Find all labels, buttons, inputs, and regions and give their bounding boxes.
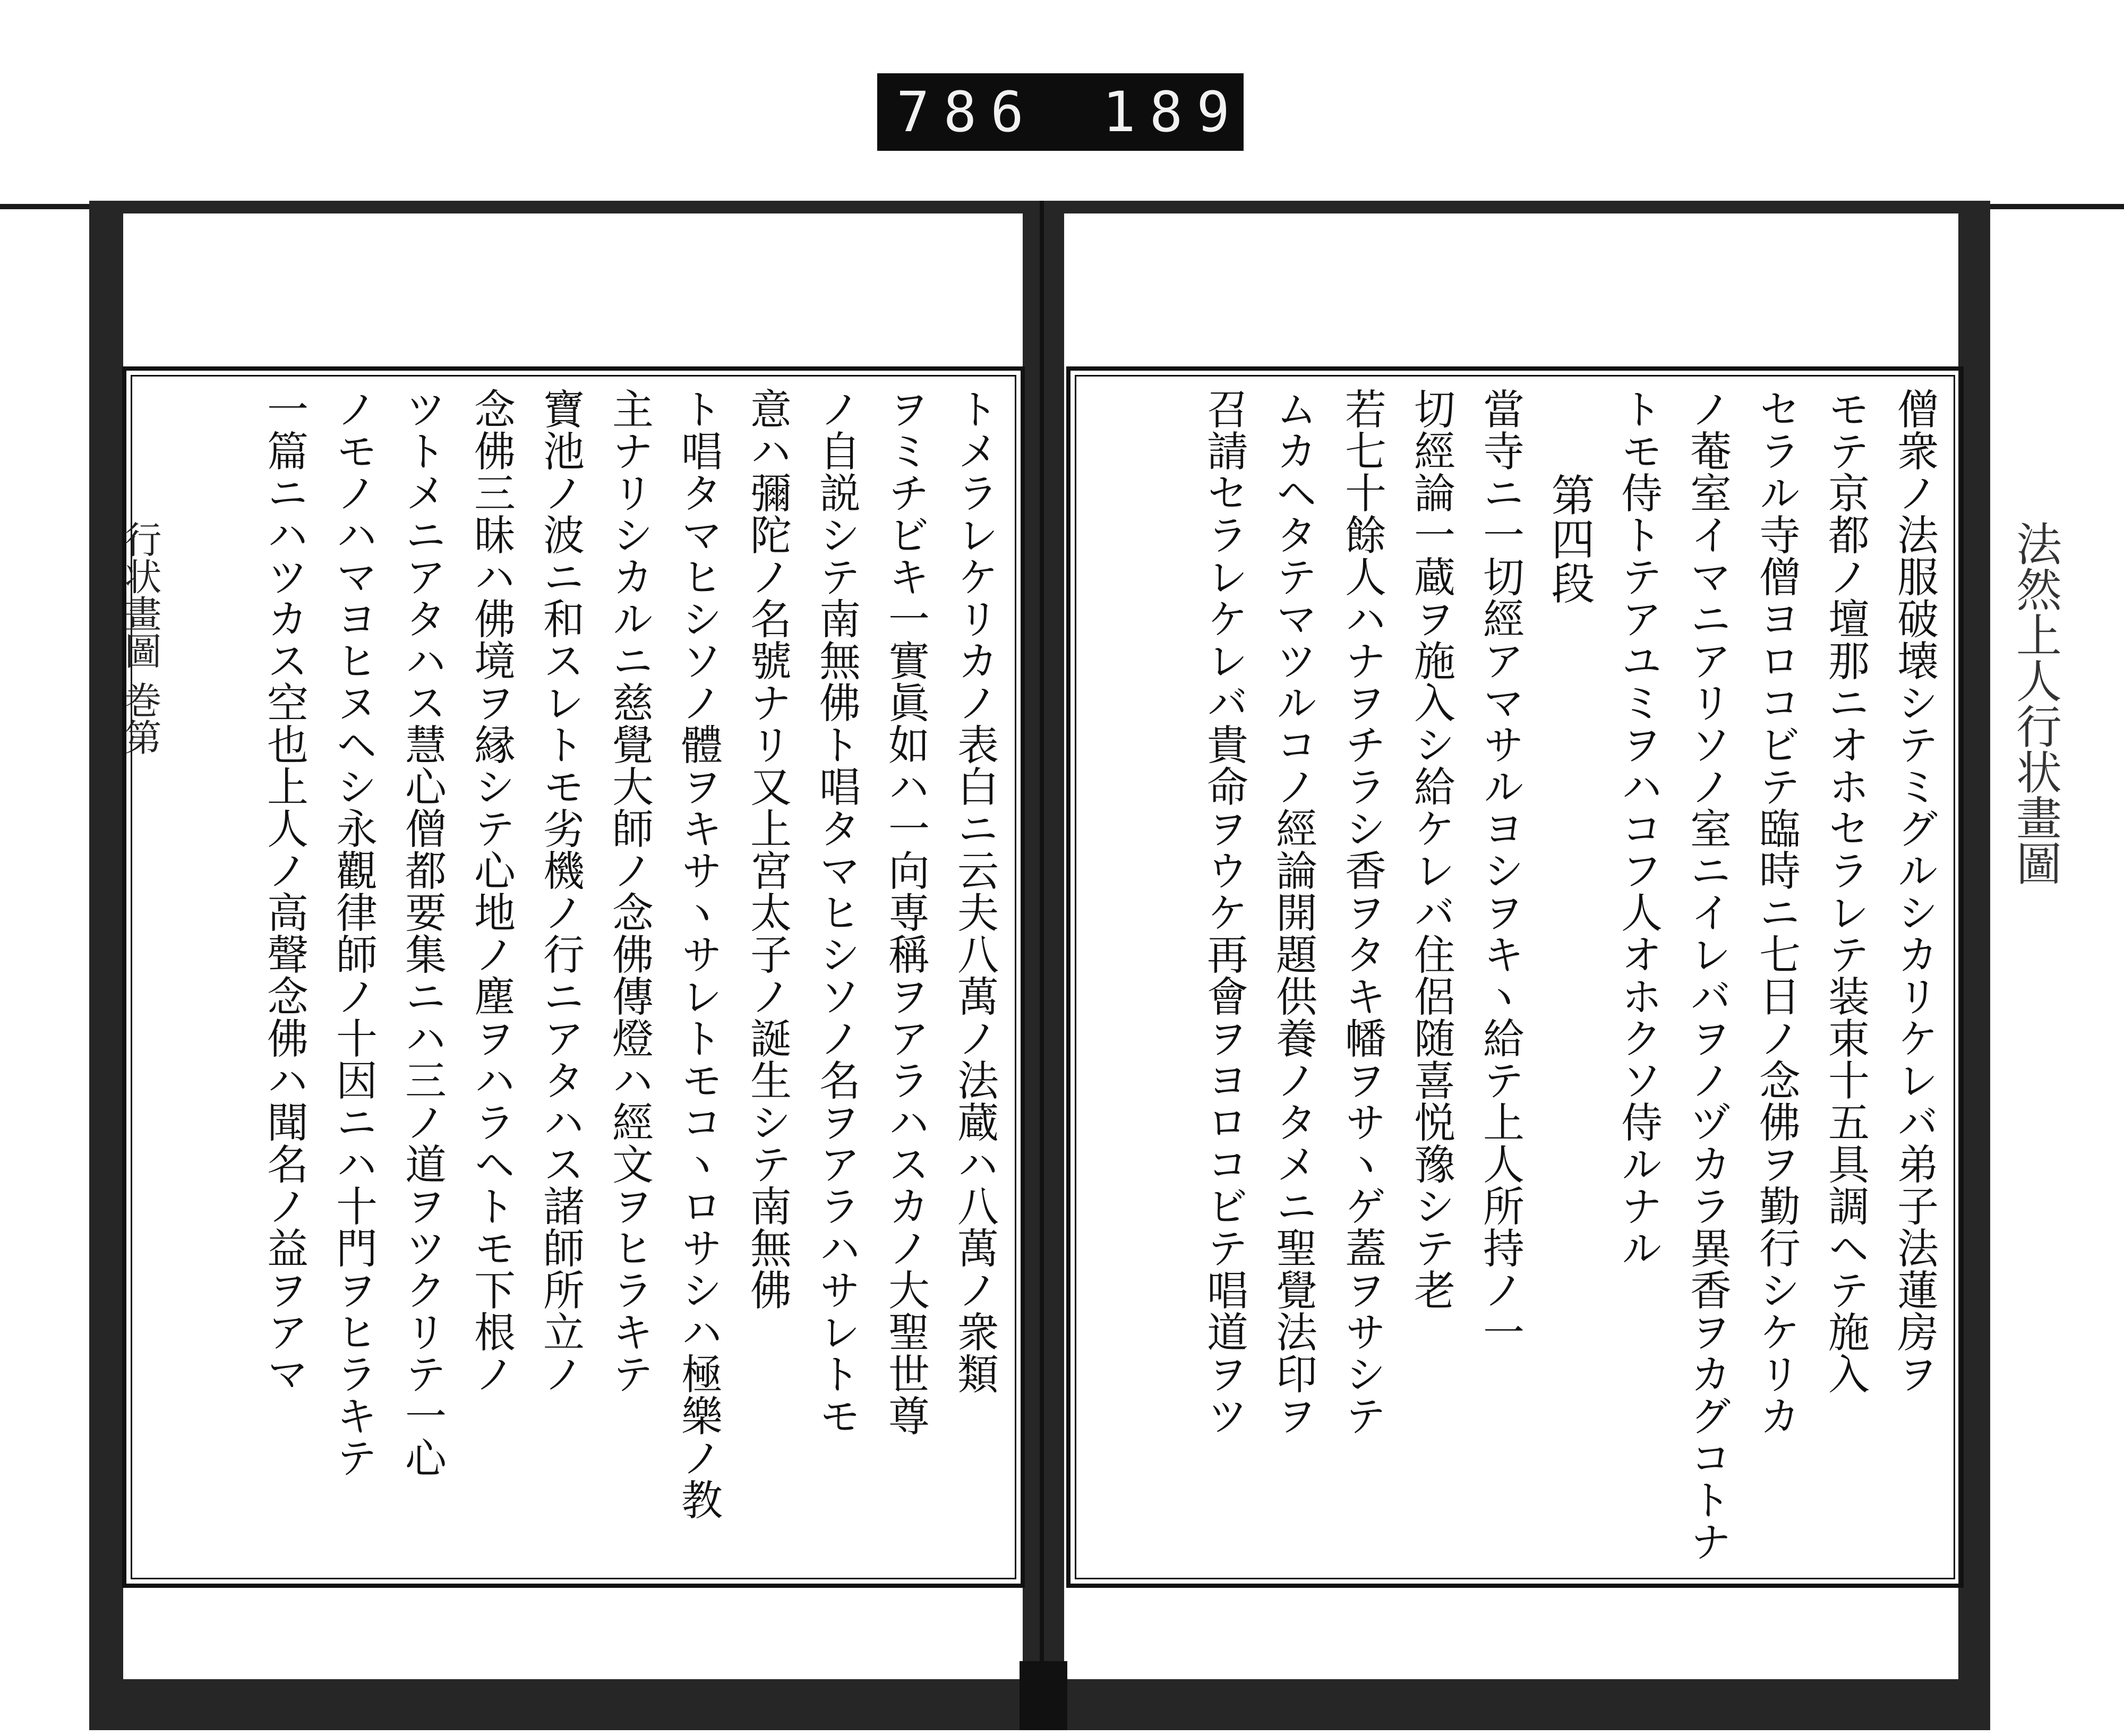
text-line: ノ菴室イマニアリソノ室ニイレバヲノヅカラ異香ヲカグコトナ: [1683, 388, 1731, 1562]
archive-label: [877, 73, 1244, 151]
archive-label-left-number: 786: [896, 80, 1038, 144]
section-heading: 第四段: [1544, 473, 1595, 605]
text-line: ヲミチビキ一實眞如ハ一向専稱ヲアラハスカノ大聖世尊: [881, 388, 929, 1436]
text-line: ツトメニアタハス慧心僧都要集ニハ三ノ道ヲツクリテ一心: [398, 388, 446, 1478]
text-line: 僧衆ノ法服破壊シテミグルシカリケレバ弟子法蓮房ヲ: [1890, 388, 1938, 1395]
text-line: 一篇ニハツカス空也上人ノ高聲念佛ハ聞名ノ益ヲアマ: [260, 388, 308, 1395]
right-page-text: [1089, 388, 1949, 1567]
text-line: 當寺ニ一切經アマサルヨシヲキヽ給テ上人所持ノ一: [1476, 388, 1524, 1353]
text-line: 寶池ノ波ニ和スレトモ劣機ノ行ニアタハス諸師所立ノ: [536, 388, 584, 1395]
text-line: トメラレケリカノ表白ニ云夫八萬ノ法蔵ハ八萬ノ衆類: [950, 388, 998, 1395]
text-line: ムカヘタテマツルコノ經論開題供養ノタメニ聖覺法印ヲ: [1269, 388, 1317, 1436]
text-line: トモ侍トテアユミヲハコフ人オホクソ侍ルナル: [1614, 388, 1662, 1269]
left-margin-header: 行状畫圖 巻第: [118, 520, 162, 756]
archive-label-right-number: 189: [1102, 80, 1244, 144]
right-margin-header: 法然上人行状畫圖: [2008, 520, 2061, 886]
text-line: 召請セラレケレバ貴命ヲウケ再會ヲヨロコビテ唱道ヲツ: [1200, 388, 1248, 1436]
text-line: 切經論一蔵ヲ施入シ給ケレバ住侶随喜悦豫シテ老: [1407, 388, 1455, 1311]
text-line: 若七十餘人ハナヲチラシ香ヲタキ幡ヲサヽゲ蓋ヲサシテ: [1338, 388, 1386, 1436]
text-line: 念佛三昧ハ佛境ヲ縁シテ心地ノ塵ヲハラヘトモ下根ノ: [467, 388, 515, 1395]
text-line: 意ハ彌陀ノ名號ナリ又上宮太子ノ誕生シテ南無佛: [743, 388, 791, 1311]
left-page-text: [143, 388, 1009, 1567]
text-line: ト唱タマヒシソノ體ヲキサヽサレトモコヽロサシハ極樂ノ教: [674, 388, 722, 1520]
text-line: ノ自説シテ南無佛ト唱タマヒシソノ名ヲアラハサレトモ: [812, 388, 860, 1436]
text-line: モテ京都ノ壇那ニオホセラレテ装束十五具調ヘテ施入: [1821, 388, 1869, 1395]
gutter: [1040, 201, 1044, 1730]
text-line: 主ナリシカルニ慈覺大師ノ念佛傳燈ハ經文ヲヒラキテ: [605, 388, 653, 1395]
spine-shadow: [1020, 1661, 1067, 1730]
text-line: セラル寺僧ヨロコビテ臨時ニ七日ノ念佛ヲ勤行シケリカ: [1752, 388, 1800, 1436]
text-line: ノモノハマヨヒヌヘシ永觀律師ノ十因ニハ十門ヲヒラキテ: [329, 388, 377, 1478]
